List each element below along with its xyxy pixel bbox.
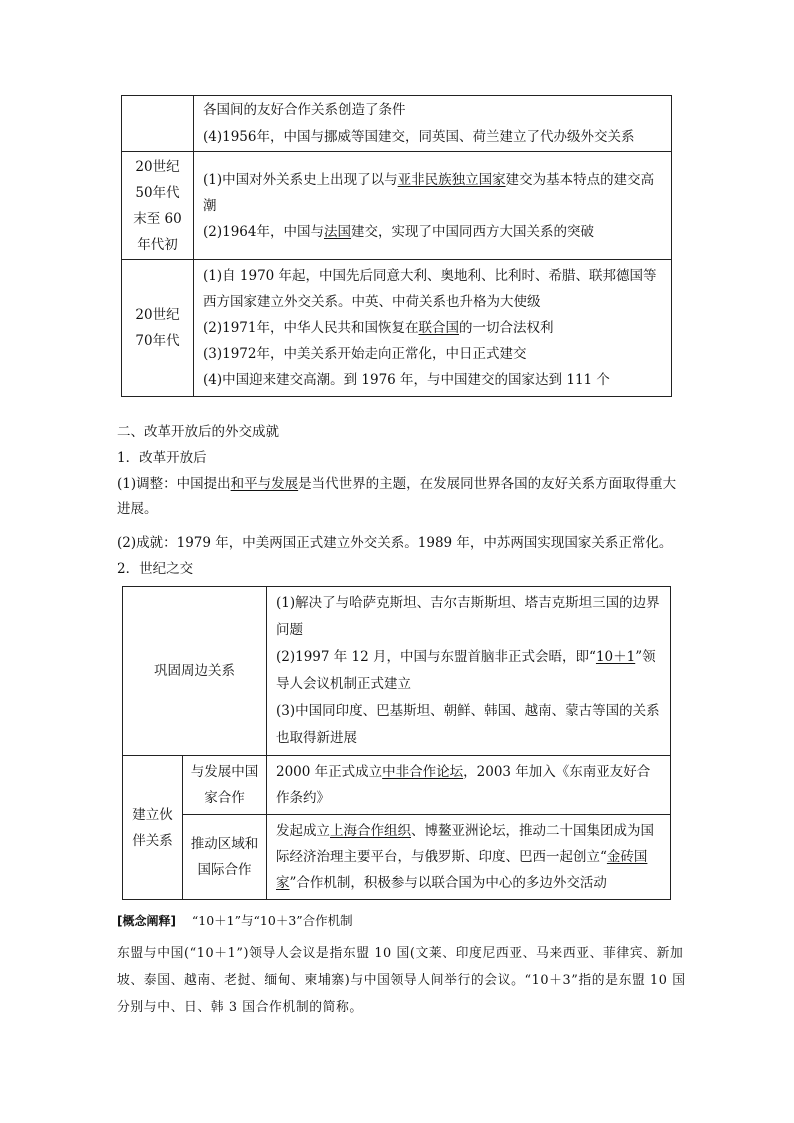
period-cell xyxy=(122,260,194,397)
key-term: 法国 xyxy=(323,223,351,240)
key-term: 金砖国家 xyxy=(276,849,648,891)
subsection-heading: 2．世纪之交 xyxy=(117,561,194,577)
category-cell: 建立伙伴关系 xyxy=(123,756,183,900)
key-term: 和平与发展 xyxy=(230,476,299,492)
events-cell xyxy=(194,260,672,397)
period-cell xyxy=(122,96,194,152)
adjustment-paragraph: (1)调整：中国提出和平与发展是当代世界的主题，在发展同世界各国的友好关系方面取得重大进展。 xyxy=(117,476,677,517)
period-line: 50年代 xyxy=(135,184,180,201)
period-cell xyxy=(122,152,194,260)
period-line: 20世纪 xyxy=(135,158,180,175)
detail-item: (2)1997 年 12 月，中国与东盟首脑非正式会晤，即“10＋1”领导人会议机制正式建立 xyxy=(276,649,656,692)
event-item: (2)1971年，中华人民共和国恢复在联合国的一切合法权利 xyxy=(203,320,554,336)
key-term: 亚非民族独立国家 xyxy=(397,171,506,188)
table-row xyxy=(123,756,671,815)
period-line: 末至 60 xyxy=(133,210,182,227)
event-item: (1)中国对外关系史上出现了以与亚非民族独立国家建交为基本特点的建交高潮 xyxy=(203,171,655,214)
detail-item: (3)中国同印度、巴基斯坦、朝鲜、韩国、越南、蒙古等国的关系也取得新进展 xyxy=(276,703,660,746)
section-heading: 二、改革开放后的外交成就 xyxy=(117,424,279,440)
turn-of-century-table xyxy=(122,586,671,900)
table-row xyxy=(123,587,671,756)
key-term: 中非合作论坛 xyxy=(382,764,464,780)
concept-note-title: [概念阐释] “10＋1”与“10＋3”合作机制 xyxy=(117,913,353,928)
event-item: (1)自 1970 年起，中国先后同意大利、奥地利、比利时、希腊、联邦德国等西方国家建立外交关系。中英、中荷关系也升格为大使级 xyxy=(203,268,657,310)
details-cell: 2000 年正式成立中非合作论坛，2003 年加入《东南亚友好合作条约》 xyxy=(267,756,671,815)
event-line: (4)1956年，中国与挪威等国建交，同英国、荷兰建立了代办级外交关系 xyxy=(203,128,635,145)
diplomacy-timeline-table xyxy=(121,95,672,397)
detail-item: (1)解决了与哈萨克斯坦、吉尔吉斯斯坦、塔吉克斯坦三国的边界问题 xyxy=(276,595,660,638)
event-line: 各国间的友好合作关系创造了条件 xyxy=(203,101,406,118)
subsection-heading: 1．改革开放后 xyxy=(117,450,207,466)
period-line: 20世纪 xyxy=(135,307,180,323)
details-cell xyxy=(267,587,671,756)
achievement-paragraph: (2)成就：1979 年，中美两国正式建立外交关系。1989 年，中苏两国实现国家关系正常化。 xyxy=(117,535,673,551)
table-row xyxy=(122,260,672,397)
details-cell: 发起成立上海合作组织、博鳌亚洲论坛，推动二十国集团成为国际经济治理主要平台，与俄罗斯、印度、巴西一起创立“金砖国家”合作机制，积极参与以联合国为中心的多边外交活动 xyxy=(267,815,671,900)
period-line: 年代初 xyxy=(137,236,178,253)
subcategory-cell: 推动区域和国际合作 xyxy=(183,815,267,900)
event-item: (2)1964年，中国与法国建交，实现了中国同西方大国关系的突破 xyxy=(203,223,594,240)
key-term: 10＋1 xyxy=(595,649,636,665)
table-row xyxy=(122,96,672,152)
key-term: 上海合作组织 xyxy=(330,823,411,839)
concept-tag: [概念阐释] xyxy=(117,914,176,928)
period-line: 70年代 xyxy=(135,333,180,349)
events-cell xyxy=(194,152,672,260)
table-row xyxy=(123,815,671,900)
table-row xyxy=(122,152,672,260)
events-cell xyxy=(194,96,672,152)
concept-note-body: 东盟与中国(“10＋1”)领导人会议是指东盟 10 国(文莱、印度尼西亚、马来西亚、菲律宾、新加坡、泰国、越南、老挝、缅甸、柬埔寨)与中国领导人间举行的会议。“10＋3”指的是东盟 10 国分别与中、日、韩 3 国合作机制的简称。 xyxy=(117,946,686,1015)
event-item: (3)1972年，中美关系开始走向正常化，中日正式建交 xyxy=(203,346,527,362)
key-term: 联合国 xyxy=(418,320,459,336)
category-cell: 巩固周边关系 xyxy=(123,587,267,756)
subcategory-cell: 与发展中国家合作 xyxy=(183,756,267,815)
event-item: (4)中国迎来建交高潮。到 1976 年，与中国建交的国家达到 111 个 xyxy=(203,372,610,388)
